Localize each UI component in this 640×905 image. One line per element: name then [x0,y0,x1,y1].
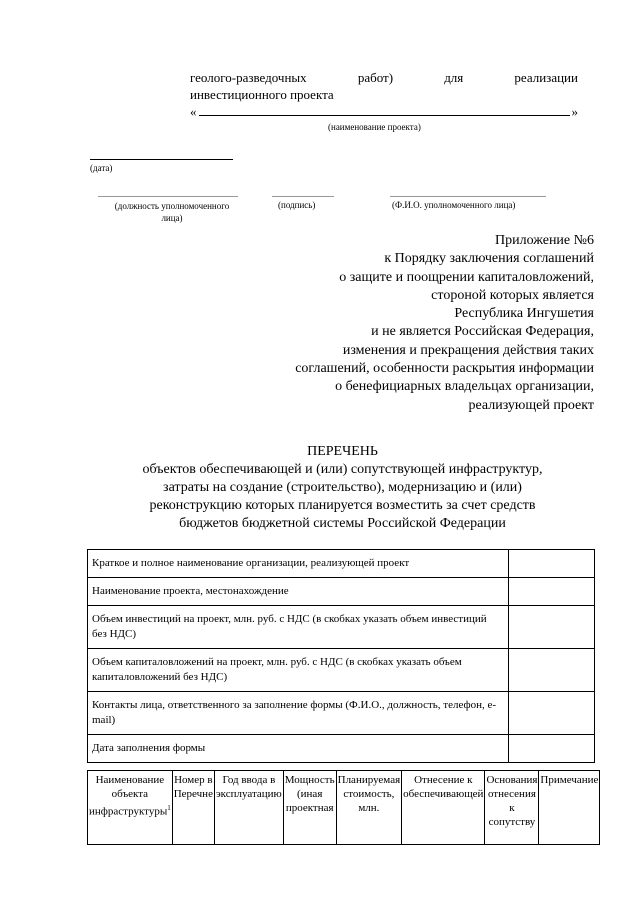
table-row [88,578,595,606]
col-header-supporting: Отнесение к обеспечивающей [402,771,485,845]
position-caption-line-2: лица) [161,213,183,223]
row-value[interactable] [509,578,595,606]
row-label: Краткое и полное наименование организации, реализующей проект [88,550,509,578]
date-caption: (дата) [90,163,113,173]
signature-caption: (подпись) [278,200,316,210]
appendix-line: реализующей проект [468,397,594,413]
appendix-line: и не является Российская Федерация, [371,324,594,340]
table-row [88,692,595,735]
appendix-line: к Порядку заключения соглашений [384,251,594,267]
col-header-number: Номер в Перечне [172,771,214,845]
appendix-line: Республика Ингушетия [454,306,594,322]
list-title-line: реконструкцию которых планируется возместить за счет средств [149,498,536,513]
project-info-table [87,549,595,763]
appendix-line: о бенефициарных владельцах организации, [335,379,594,395]
quote-open: « [190,104,197,119]
list-heading: ПЕРЕЧЕНЬ [307,444,378,459]
continuation-line-2: инвестиционного проекта [190,87,334,102]
project-name-line [199,115,570,116]
row-label: Объем инвестиций на проект, млн. руб. с НДС (в скобках указать объем инвестиций без НДС) [88,606,509,649]
row-label: Дата заполнения формы [88,735,509,763]
row-label: Контакты лица, ответственного за заполнение формы (Ф.И.О., должность, телефон, e-mail) [88,692,509,735]
continuation-word: для [444,70,464,85]
quote-close: » [571,104,578,119]
fio-line [390,196,546,197]
appendix-line: соглашений, особенности раскрытия информации [295,361,594,377]
continuation-word: работ) [357,70,394,85]
col-header-note: Примечание [539,771,600,845]
project-name-field [190,104,578,120]
footnote-mark: 1 [167,804,171,812]
appendix-line: Приложение №6 [495,233,594,248]
col-header-object-name: Наименование объекта инфраструктуры$^1$ [88,771,173,845]
appendix-line: стороной которых является [431,287,594,303]
row-value[interactable] [509,550,595,578]
table-header-row [88,771,600,845]
col-header-cost: Планируемая стоимость, млн. [336,771,402,845]
col-header-basis: Основания отнесения к сопутству [485,771,539,845]
table-row [88,550,595,578]
continuation-word: геолого-разведочных [190,70,307,85]
position-line [98,196,238,197]
row-label: Объем капиталовложений на проект, млн. руб. с НДС (в скобках указать объем капиталовложений без НДС) [88,649,509,692]
date-line [90,159,233,160]
col-header-year: Год ввода в эксплуатацию [214,771,283,845]
row-value[interactable] [509,649,595,692]
infrastructure-objects-table [87,770,600,845]
appendix-line: изменения и прекращения действия таких [342,342,594,358]
continuation-word: реализации [514,70,578,85]
table-row [88,735,595,763]
position-caption [98,200,246,224]
list-title [90,443,595,533]
list-title-line: бюджетов бюджетной системы Российской Федерации [179,516,506,531]
row-value[interactable] [509,606,595,649]
list-title-line: объектов обеспечивающей и (или) сопутствующей инфраструктур, [142,462,543,477]
appendix-heading [234,232,594,415]
fio-caption: (Ф.И.О. уполномоченного лица) [392,200,516,210]
signature-line [272,196,334,197]
col-header-capacity: Мощность (иная проектная [283,771,336,845]
row-label: Наименование проекта, местонахождение [88,578,509,606]
table-row [88,649,595,692]
row-value[interactable] [509,735,595,763]
list-title-line: затраты на создание (строительство), модернизацию и (или) [163,480,522,495]
table-row [88,606,595,649]
project-name-caption: (наименование проекта) [328,122,421,132]
appendix-line: о защите и поощрении капиталовложений, [339,269,594,285]
continuation-line-1 [190,69,578,86]
row-value[interactable] [509,692,595,735]
continuation-text [190,69,578,103]
position-caption-line-1: (должность уполномоченного [114,201,230,211]
